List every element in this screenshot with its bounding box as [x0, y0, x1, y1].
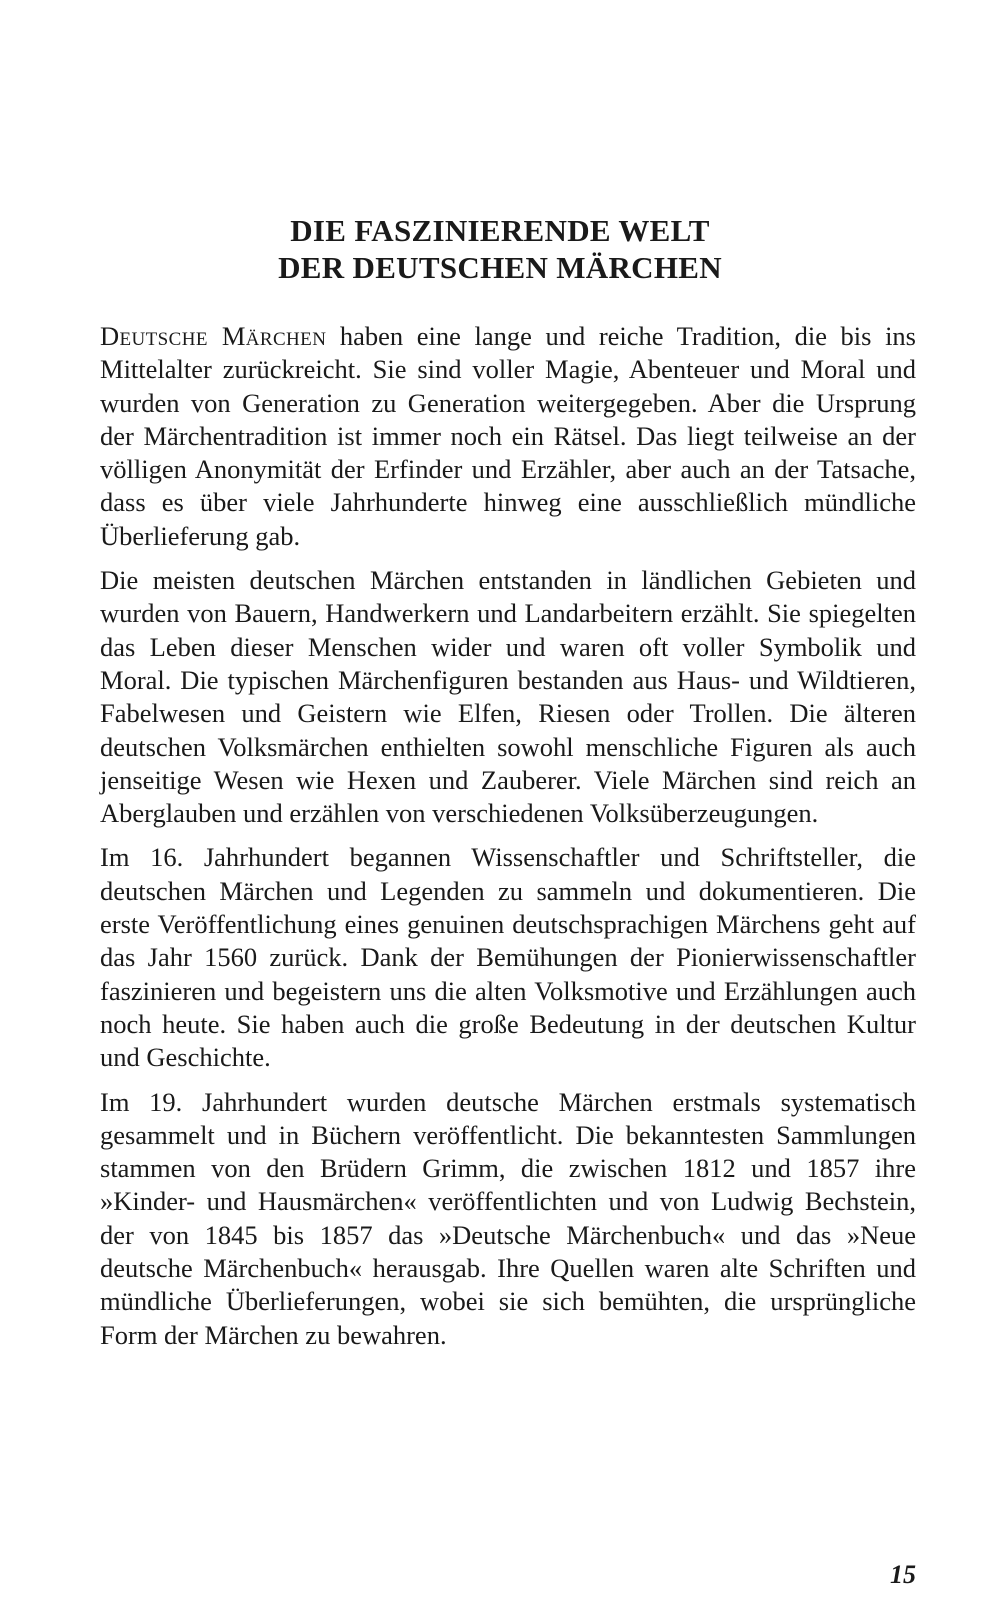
chapter-body — [100, 320, 916, 1363]
paragraph-lead-in: Deutsche Märchen — [100, 321, 327, 351]
chapter-title — [0, 212, 1000, 286]
paragraph-3: Im 16. Jahrhundert begannen Wissenschaftler und Schriftsteller, die deutschen Märchen und Legenden zu sammeln und dokumentieren. Die erste Veröffentlichung eines genuinen deutschsprachigen Märchens geht auf das Jahr 1560 zurück. Dank der Bemühungen der Pionierwissenschaftler faszinieren und begeistern uns die alten Volksmotive und Erzählungen auch noch heute. Sie haben auch die große Bedeutung in der deutschen Kultur und Geschichte. — [100, 842, 916, 1073]
paragraph-2: Die meisten deutschen Märchen entstanden in ländlichen Gebieten und wurden von Bauern, Handwerkern und Landarbeitern erzählt. Sie spiegelten das Leben dieser Menschen wider und waren oft voller Symbolik und Moral. Die typischen Märchenfiguren bestanden aus Haus- und Wildtieren, Fabelwesen und Geistern wie Elfen, Riesen oder Trollen. Die älteren deutschen Volksmärchen enthielten sowohl menschliche Figuren als auch jenseitige Wesen wie Hexen und Zauberer. Viele Märchen sind reich an Aberglauben und erzählen von verschiedenen Volksüberzeugungen. — [100, 565, 916, 829]
paragraph-1-text: haben eine lange und reiche Tradition, die bis ins Mittelalter zurückreicht. Sie sind voller Magie, Abenteuer und Moral und wurden von Generation zu Generation weitergegeben. Aber die Ursprung der Märchentradition ist immer noch ein Rätsel. Das liegt teilweise an der völligen Anonymität der Erfinder und Erzähler, aber auch an der Tatsache, dass es über viele Jahrhunderte hinweg eine ausschließlich mündliche Überlieferung gab. — [100, 321, 916, 551]
paragraph-1 — [100, 320, 916, 553]
chapter-title-line-2: DER DEUTSCHEN MÄRCHEN — [278, 250, 722, 285]
page-number: 15 — [890, 1560, 916, 1589]
paragraph-4: Im 19. Jahrhundert wurden deutsche Märchen erstmals systematisch gesammelt und in Büchern veröffentlicht. Die bekanntesten Sammlungen stammen von den Brüdern Grimm, die zwischen 1812 und 1857 ihre »Kinder- und Hausmärchen« veröffentlichten und von Ludwig Bechstein, der von 1845 bis 1857 das »Deutsche Märchenbuch« und das »Neue deutsche Märchenbuch« herausgab. Ihre Quellen waren alte Schriften und mündliche Überlieferungen, wobei sie sich bemühten, die ursprüngliche Form der Märchen zu bewahren. — [100, 1086, 916, 1350]
chapter-title-line-1: DIE FASZINIERENDE WELT — [290, 213, 710, 248]
